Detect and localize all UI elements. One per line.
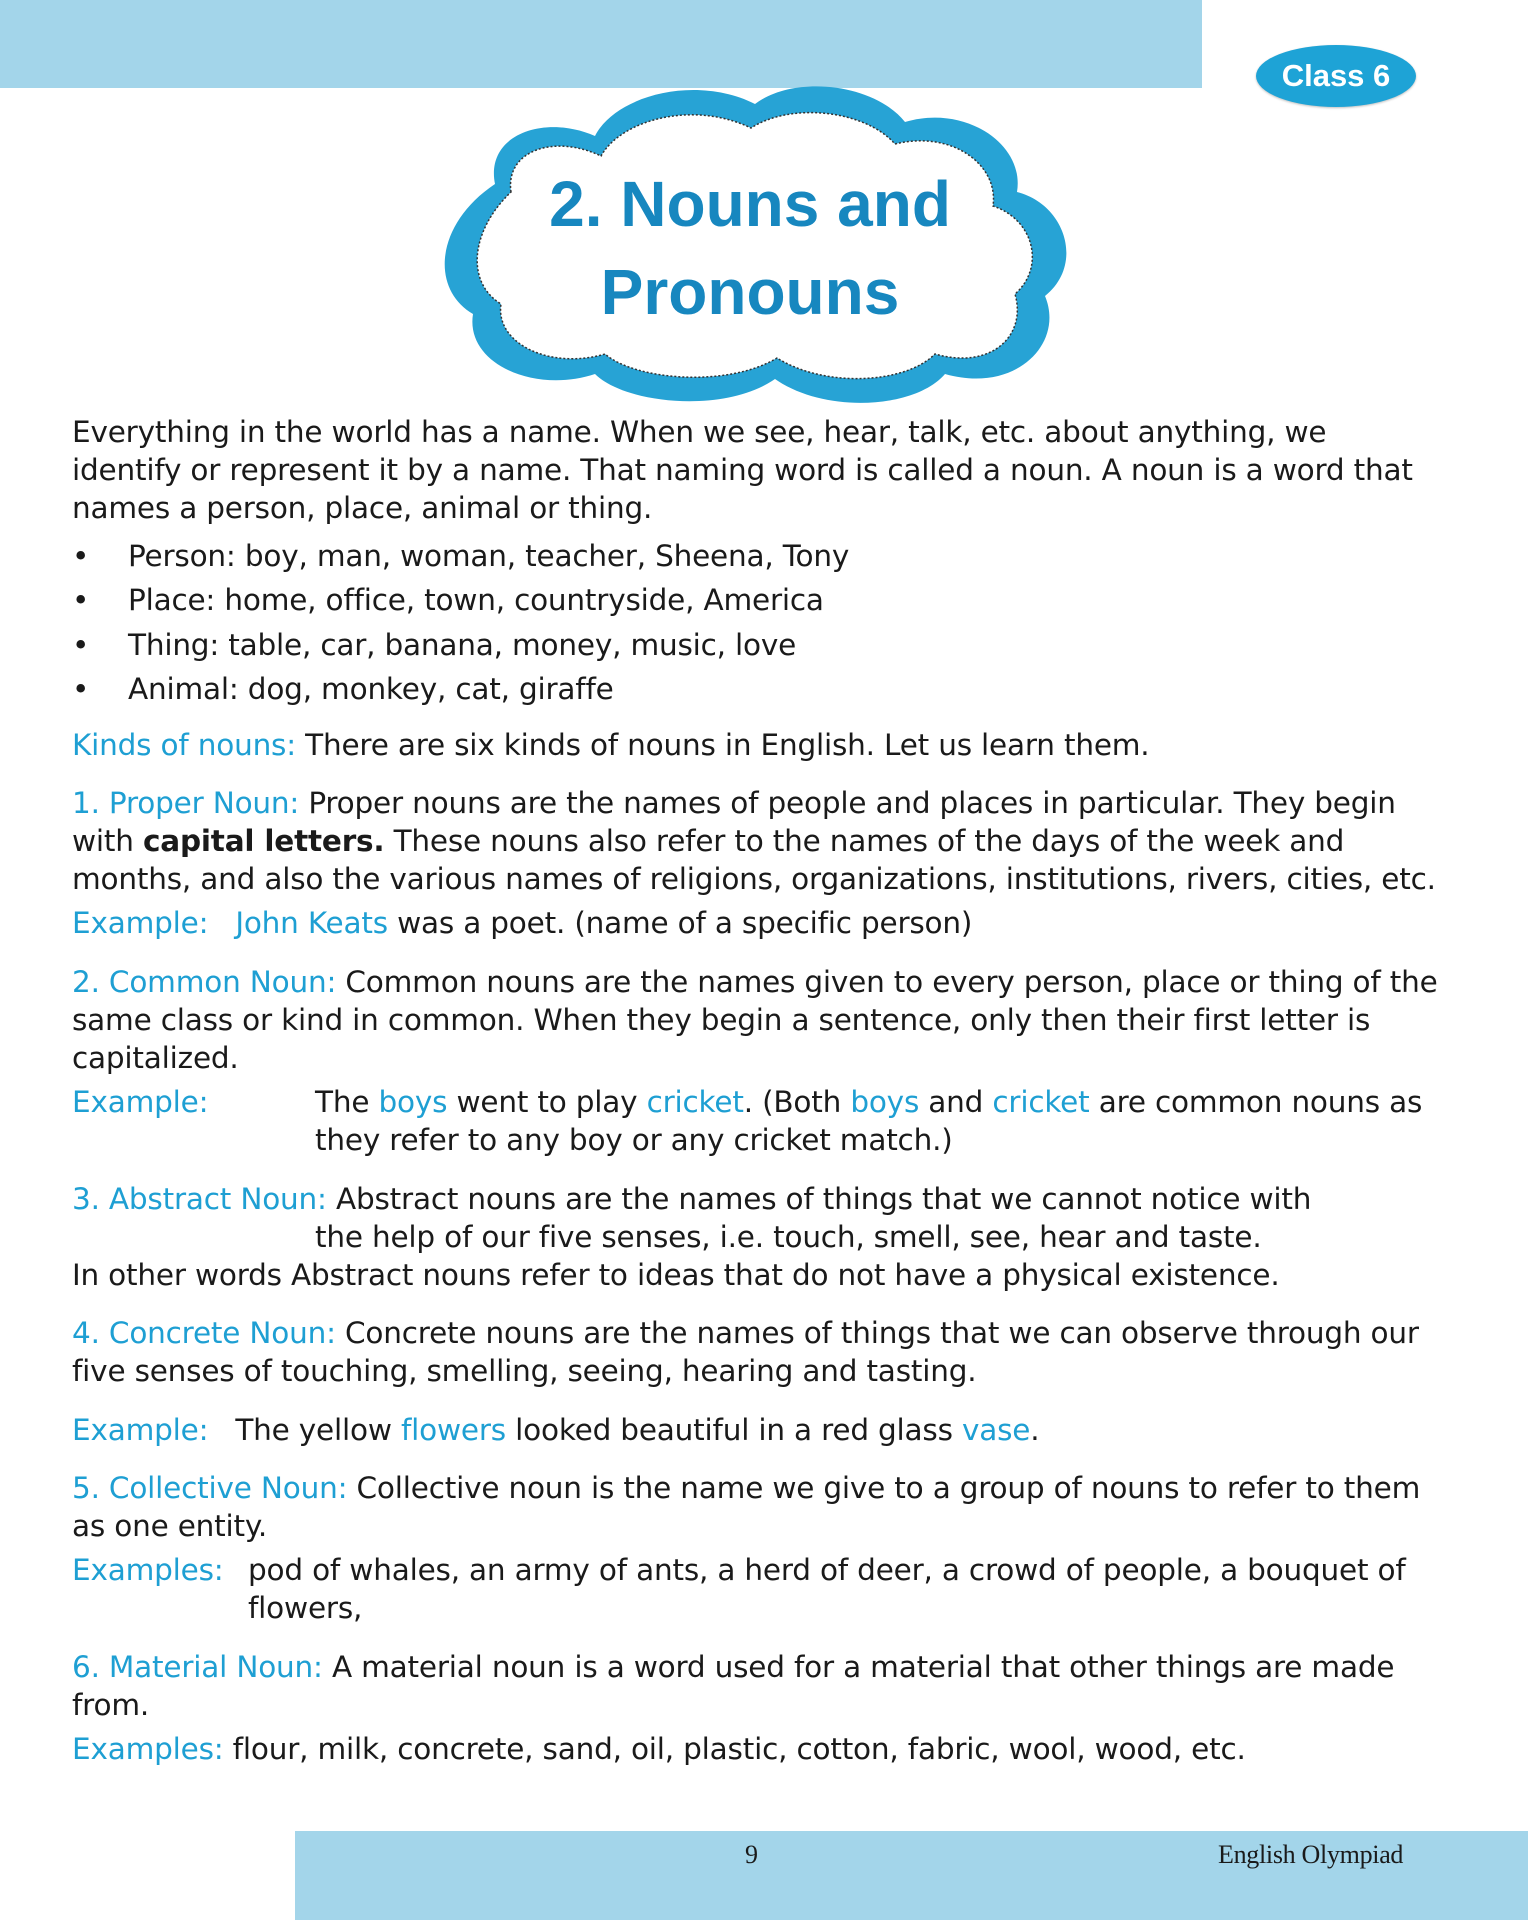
example-highlight: boys <box>850 1085 920 1120</box>
chapter-title-cloud <box>425 74 1075 404</box>
list-item <box>72 534 1442 579</box>
proper-noun-emphasis: capital letters. <box>142 824 385 859</box>
concrete-noun-label: 4. Concrete Noun: <box>72 1316 336 1351</box>
example-highlight: boys <box>378 1085 448 1120</box>
common-noun-label: 2. Common Noun: <box>72 964 337 999</box>
example-fragment: are common nouns as they refer to any boy or any cricket match.) <box>315 1085 1423 1158</box>
list-item <box>72 578 1442 623</box>
abstract-noun-definition <box>72 1180 1442 1218</box>
collective-noun-label: 5. Collective Noun: <box>72 1470 348 1505</box>
example-highlight: cricket <box>646 1085 744 1120</box>
kinds-of-nouns <box>72 726 1442 764</box>
kinds-label: Kinds of nouns: <box>72 727 296 762</box>
example-label: Example: <box>72 1412 209 1447</box>
kinds-text: There are six kinds of nouns in English. Let us learn them. <box>295 727 1150 762</box>
example-text <box>315 1083 1442 1159</box>
example-fragment: . (Both <box>743 1085 851 1120</box>
example-text: pod of whales, an army of ants, a herd of deer, a crowd of people, a bouquet of flowers, <box>248 1553 1406 1626</box>
example-fragment: The yellow <box>235 1412 401 1447</box>
list-item <box>72 667 1442 712</box>
material-noun-definition <box>72 1648 1442 1724</box>
collective-noun-text: Collective noun is the name we give to a group of nouns to refer to them as one entity. <box>72 1470 1421 1544</box>
example-fragment: The <box>315 1085 379 1120</box>
list-item-text: Place: home, office, town, countryside, America <box>128 583 824 618</box>
material-noun-example <box>72 1730 1442 1768</box>
concrete-noun-text: Concrete nouns are the names of things that we can observe through our five senses of touching, smelling, seeing, hearing and tasting. <box>72 1316 1419 1389</box>
example-label: Example: <box>72 906 209 941</box>
example-highlight: John Keats <box>235 906 388 941</box>
abstract-noun-note: In other words Abstract nouns refer to ideas that do not have a physical existence. <box>72 1258 1280 1293</box>
page-content <box>72 413 1442 1768</box>
proper-noun-example <box>72 904 1442 942</box>
material-noun-label: 6. Material Noun: <box>72 1649 323 1684</box>
list-item-text: Thing: table, car, banana, money, music, love <box>128 627 797 662</box>
collective-noun-example <box>72 1551 1442 1627</box>
list-item <box>72 623 1442 668</box>
abstract-noun-text: Abstract nouns are the names of things that we cannot notice with <box>326 1181 1312 1216</box>
common-noun-definition <box>72 963 1442 1078</box>
proper-noun-text-cont: These nouns also refer to the names of the days of the week and months, and also the various names of religions, organizations, institutions, rivers, cities, etc. <box>72 824 1436 897</box>
noun-category-list <box>72 534 1442 712</box>
example-fragment: went to play <box>447 1085 647 1120</box>
example-label: Examples: <box>72 1732 224 1767</box>
abstract-noun-label: 3. Abstract Noun: <box>72 1181 327 1216</box>
book-title: English Olympiad <box>1218 1840 1404 1869</box>
class-badge <box>1256 45 1416 107</box>
bullet-icon: • <box>72 627 90 662</box>
proper-noun-definition <box>72 784 1442 899</box>
material-noun-text: A material noun is a word used for a material that other things are made from. <box>72 1649 1395 1722</box>
example-fragment: looked beautiful in a red glass <box>505 1412 962 1447</box>
proper-noun-text: Proper nouns are the names of people and places in particular. They begin with <box>72 785 1396 859</box>
page-number: 9 <box>745 1840 758 1869</box>
concrete-noun-example <box>72 1411 1442 1449</box>
collective-noun-definition <box>72 1469 1442 1545</box>
common-noun-example <box>72 1083 1442 1159</box>
bullet-icon: • <box>72 538 90 573</box>
chapter-title-line1: 2. Nouns and <box>549 168 951 240</box>
example-text: flour, milk, concrete, sand, oil, plastic, cotton, fabric, wool, wood, etc. <box>223 1732 1246 1767</box>
bullet-icon: • <box>72 583 90 618</box>
chapter-title <box>425 160 1075 336</box>
example-highlight: vase <box>961 1412 1031 1447</box>
example-highlight: flowers <box>400 1412 506 1447</box>
example-label: Examples: <box>72 1553 224 1588</box>
example-fragment: . <box>1030 1412 1040 1447</box>
abstract-noun-text-cont: the help of our five senses, i.e. touch, smell, see, hear and taste. <box>315 1219 1262 1254</box>
concrete-noun-definition <box>72 1314 1442 1390</box>
list-item-text: Animal: dog, monkey, cat, giraffe <box>128 672 614 707</box>
intro-paragraph: Everything in the world has a name. When we see, hear, talk, etc. about anything, we identify or represent it by a name. That naming word is called a noun. A noun is a word that names a person, place, animal or thing. <box>72 415 1413 526</box>
common-noun-text: Common nouns are the names given to every person, place or thing of the same class or kind in common. When they begin a sentence, only then their first letter is capitalized. <box>72 964 1438 1076</box>
class-badge-label: Class 6 <box>1281 58 1391 93</box>
bullet-icon: • <box>72 672 90 707</box>
chapter-title-line2: Pronouns <box>600 256 900 328</box>
proper-noun-label: 1. Proper Noun: <box>72 785 300 820</box>
example-fragment: and <box>919 1085 993 1120</box>
example-text: was a poet. (name of a specific person) <box>387 906 973 941</box>
list-item-text: Person: boy, man, woman, teacher, Sheena, Tony <box>128 538 850 573</box>
example-highlight: cricket <box>992 1085 1090 1120</box>
example-label: Example: <box>72 1085 209 1120</box>
